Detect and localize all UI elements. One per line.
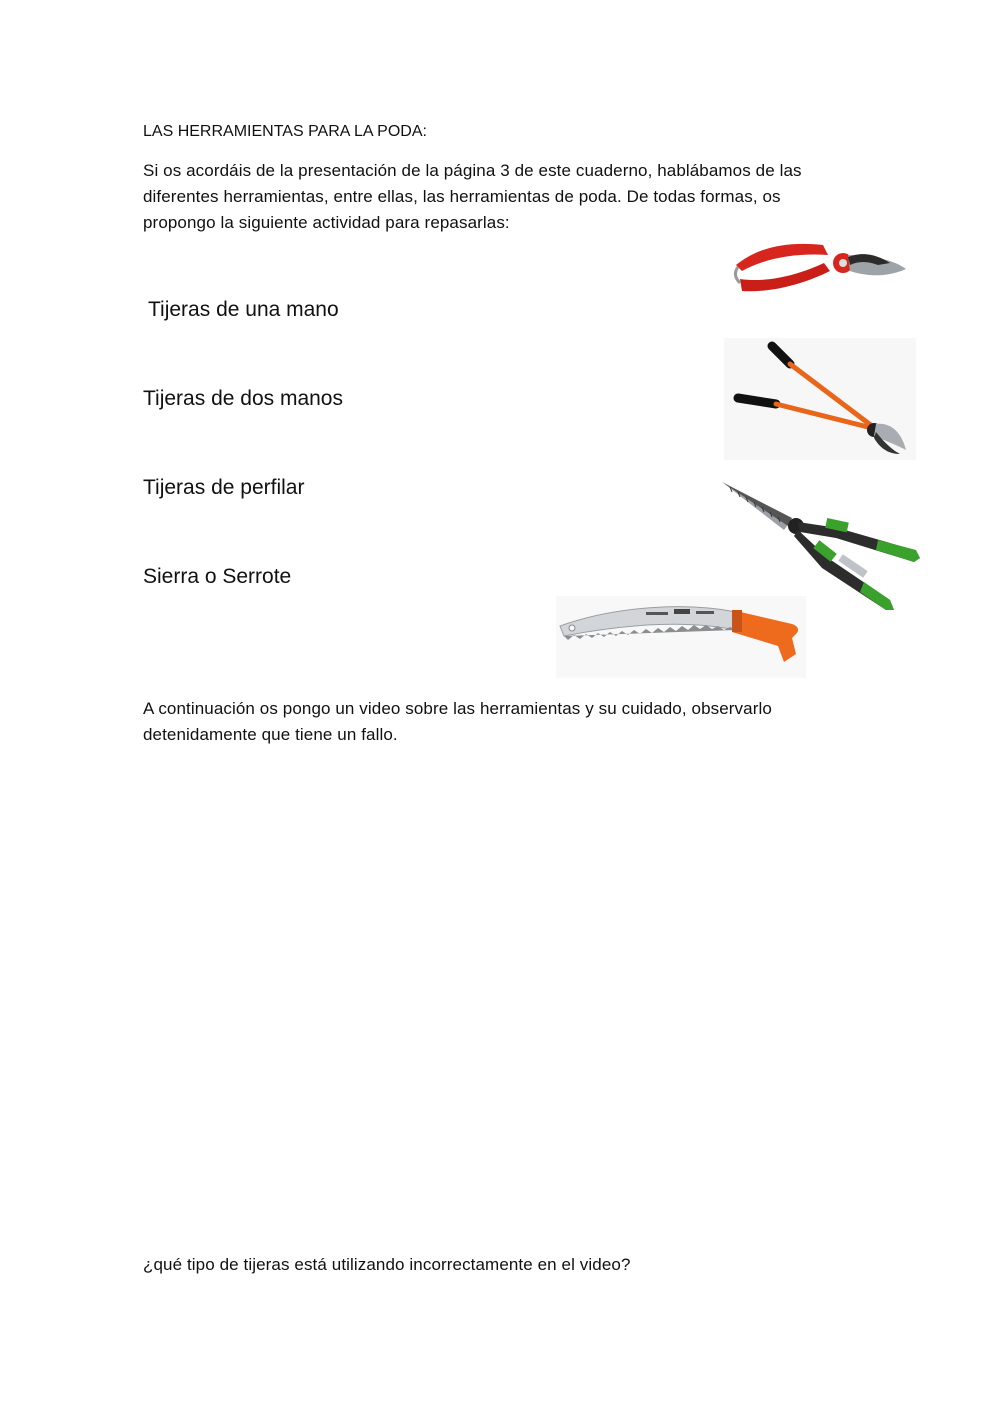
intro-paragraph [143,158,863,236]
tool-label-saw[interactable]: Sierra o Serrote [143,565,292,588]
video-paragraph [143,696,863,748]
question-text: ¿qué tipo de tijeras está utilizando incorrectamente en el video? [143,1255,631,1274]
lopper-icon[interactable] [724,338,916,460]
tool-label-one-hand-shears[interactable]: Tijeras de una mano [148,298,339,321]
pruning-saw-icon[interactable] [556,596,806,678]
worksheet-title: LAS HERRAMIENTAS PARA LA PODA: [143,123,427,140]
tool-label-hedge-shears[interactable]: Tijeras de perfilar [143,476,305,499]
intro-line: propongo la siguiente actividad para repasarlas: [143,213,510,232]
intro-line: Si os acordáis de la presentación de la página 3 de este cuaderno, hablábamos de las [143,161,802,180]
video-line: detenidamente que tiene un fallo. [143,725,398,744]
video-line: A continuación os pongo un video sobre las herramientas y su cuidado, observarlo [143,699,772,718]
hand-pruner-icon[interactable] [728,235,910,300]
tool-label-two-hand-shears[interactable]: Tijeras de dos manos [143,387,343,410]
intro-line: diferentes herramientas, entre ellas, las herramientas de poda. De todas formas, os [143,187,781,206]
